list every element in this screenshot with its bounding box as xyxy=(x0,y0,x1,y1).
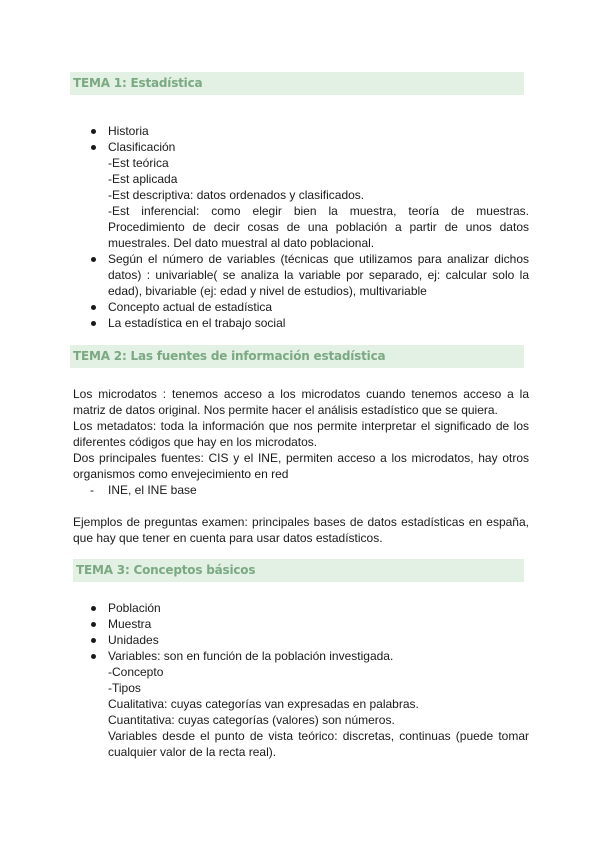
variables-sub-item: -Tipos xyxy=(108,681,141,695)
exam-note-paragraph: Ejemplos de preguntas examen: principales bases de datos estadísticas en españa, que hay que tener en cuenta para usar datos estadísticos. xyxy=(73,515,529,545)
list-item: Clasificación -Est teórica -Est aplicada -Est descriptiva: datos ordenados y clasificados. -Est inferencial: como elegir bien la muestra, teoría de muestras. Procedimiento de decir cosas de una población a partir de unos datos muestrales. Del dato muestral al dato poblacional. xyxy=(91,139,529,251)
variables-sub-item: Cualitativa: cuyas categorías van expresadas en palabras. xyxy=(108,697,419,711)
list-item: Variables: son en función de la población investigada. -Concepto -Tipos Cualitativa: cuyas categorías van expresadas en palabras. Cuantitativa: cuyas categorías (valores) son números. Variables desde el punto de vista teórico: discretas, continuas (puede tomar cualquier valor de la recta real). xyxy=(91,648,529,760)
clasificacion-sub-item: -Est aplicada xyxy=(108,172,178,186)
bullet-icon xyxy=(91,145,96,150)
metadatos-paragraph: Los metadatos: toda la información que nos permite interpretar el significado de los diferentes códigos que hay en los microdatos. xyxy=(73,419,529,449)
list-item: Población xyxy=(91,600,529,616)
fuentes-paragraph: Dos principales fuentes: CIS y el INE, permiten acceso a los microdatos, hay otros organismos como envejecimiento en red xyxy=(73,451,529,481)
ine-item: INE, el INE base xyxy=(108,483,197,497)
list-item: La estadística en el trabajo social xyxy=(91,315,529,331)
list-item: Concepto actual de estadística xyxy=(91,299,529,315)
tema3-bullet-list xyxy=(91,600,529,760)
dash-marker: - xyxy=(90,483,94,497)
variables-sub-item: Cuantitativa: cuyas categorías (valores) son números. xyxy=(108,713,395,727)
bullet-icon xyxy=(91,321,96,326)
list-item: Unidades xyxy=(91,632,529,648)
microdatos-paragraph: Los microdatos : tenemos acceso a los microdatos cuando tenemos acceso a la matriz de datos original. Nos permite hacer el análisis estadístico que se quiera. xyxy=(73,387,529,417)
tema1-bullet-list xyxy=(91,123,529,331)
bullet-icon xyxy=(91,305,96,310)
list-item: Según el número de variables (técnicas que utilizamos para analizar dichos datos) : univariable( se analiza la variable por separado, ej: calcular solo la edad), bivariable (ej: edad y nivel de estudios), multivariable xyxy=(91,251,529,299)
clasificacion-sub-item: -Est descriptiva: datos ordenados y clasificados. xyxy=(108,188,365,202)
bullet-icon xyxy=(91,654,96,659)
tema3-heading: TEMA 3: Conceptos básicos xyxy=(73,559,524,582)
clasificacion-sub-item: -Est inferencial: como elegir bien la muestra, teoría de muestras. Procedimiento de decir cosas de una población a partir de unos datos muestrales. Del dato muestral al dato poblacional. xyxy=(108,204,529,250)
tema1-heading: TEMA 1: Estadística xyxy=(70,72,524,95)
variables-sub-item: -Concepto xyxy=(108,665,164,679)
list-item: Muestra xyxy=(91,616,529,632)
variables-sub-item: Variables desde el punto de vista teórico: discretas, continuas (puede tomar cualquier valor de la recta real). xyxy=(108,729,529,759)
bullet-icon xyxy=(91,606,96,611)
tema2-heading: TEMA 2: Las fuentes de información estadística xyxy=(70,345,524,368)
bullet-icon xyxy=(91,257,96,262)
clasificacion-sub-item: -Est teórica xyxy=(108,156,169,170)
list-item: Historia xyxy=(91,123,529,139)
bullet-icon xyxy=(91,622,96,627)
bullet-icon xyxy=(91,638,96,643)
bullet-icon xyxy=(91,129,96,134)
